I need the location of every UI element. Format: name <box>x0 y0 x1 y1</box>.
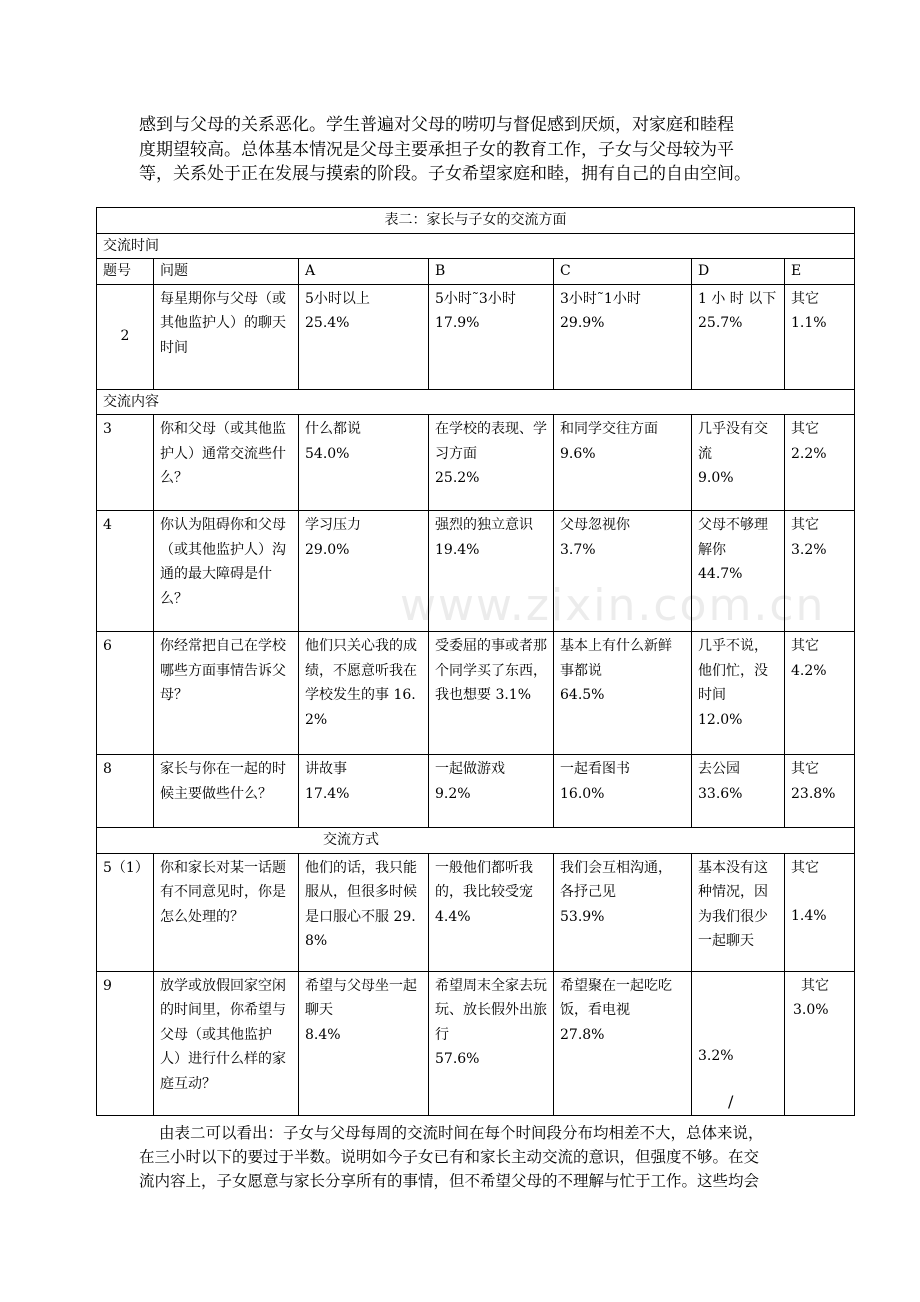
header-a: A <box>299 259 429 285</box>
option-b: 一般他们都听我的，我比较受宠 4.4% <box>429 853 554 971</box>
table-row <box>97 755 855 828</box>
option-c: 3小时˜1小时 29.9% <box>554 284 692 389</box>
header-num: 题号 <box>97 259 154 285</box>
option-c: 基本上有什么新鲜事都说 64.5% <box>554 632 692 755</box>
option-a: 讲故事 17.4% <box>299 755 429 828</box>
watermark: www.zixin.com.cn <box>400 580 826 631</box>
question-text: 你和家长对某一话题有不同意见时，你是怎么处理的？ <box>154 853 299 971</box>
header-question: 问题 <box>154 259 299 285</box>
intro-paragraph <box>139 113 784 187</box>
option-e: 其它 23.8% <box>785 755 855 828</box>
option-a: 学习压力 29.0% <box>299 511 429 632</box>
question-number: 3 <box>97 415 154 511</box>
option-e: 其它 3.0% <box>785 971 855 1115</box>
option-e: 其它 2.2% <box>785 415 855 511</box>
section-method: 交流方式 <box>97 828 855 854</box>
communication-table <box>96 207 855 1116</box>
question-number: 5（1） <box>97 853 154 971</box>
option-e: 其它 4.2% <box>785 632 855 755</box>
option-c: 和同学交往方面 9.6% <box>554 415 692 511</box>
option-c: 希望聚在一起吃吃饭，看电视 27.8% <box>554 971 692 1115</box>
option-a: 他们只关心我的成绩，不愿意听我在学校发生的事 16.2% <box>299 632 429 755</box>
option-d: 基本没有这种情况，因为我们很少一起聊天 <box>692 853 785 971</box>
option-a: 他们的话，我只能服从，但很多时候是口服心不服 29.8% <box>299 853 429 971</box>
conclusion-line: 流内容上，子女愿意与家长分享所有的事情，但不希望父母的不理解与忙于工作。这些均会 <box>139 1172 760 1190</box>
question-number: 6 <box>97 632 154 755</box>
header-b: B <box>429 259 554 285</box>
option-b: 强烈的独立意识 19.4% <box>429 511 554 632</box>
option-c: 父母忽视你 3.7% <box>554 511 692 632</box>
option-a: 什么都说 54.0% <box>299 415 429 511</box>
option-b: 5小时˜3小时 17.9% <box>429 284 554 389</box>
option-b: 一起做游戏 9.2% <box>429 755 554 828</box>
question-text: 每星期你与父母（或其他监护人）的聊天时间 <box>154 284 299 389</box>
option-d: 父母不够理解你 44.7% <box>692 511 785 632</box>
conclusion-line: 由表二可以看出：子女与父母每周的交流时间在每个时间段分布均相差不大，总体来说， <box>159 1124 764 1142</box>
intro-line: 感到与父母的关系恶化。学生普遍对父母的唠叨与督促感到厌烦，对家庭和睦程 <box>139 115 734 135</box>
table-row <box>97 971 855 1115</box>
question-text: 家长与你在一起的时候主要做些什么？ <box>154 755 299 828</box>
option-c: 我们会互相沟通，各抒己见 53.9% <box>554 853 692 971</box>
option-d: 去公园 33.6% <box>692 755 785 828</box>
option-e: 其它 3.2% <box>785 511 855 632</box>
intro-line: 度期望较高。总体基本情况是父母主要承担子女的教育工作，子女与父母较为平 <box>139 139 734 160</box>
table-row <box>97 853 855 971</box>
option-d: 几乎没有交流 9.0% <box>692 415 785 511</box>
table-row <box>97 511 855 632</box>
option-b: 希望周末全家去玩玩、放长假外出旅行 57.6% <box>429 971 554 1115</box>
conclusion-paragraph <box>139 1121 784 1193</box>
option-c: 一起看图书 16.0% <box>554 755 692 828</box>
option-a: 希望与父母坐一起聊天 8.4% <box>299 971 429 1115</box>
question-number: 8 <box>97 755 154 828</box>
option-d: 1 小 时 以下 25.7% <box>692 284 785 389</box>
option-e: 其它 1.1% <box>785 284 855 389</box>
table-row <box>97 632 855 755</box>
section-content: 交流内容 <box>97 389 855 415</box>
conclusion-line: 在三小时以下的要过于半数。说明如今子女已有和家长主动交流的意识，但强度不够。在交 <box>139 1148 760 1166</box>
header-e: E <box>785 259 855 285</box>
option-e: 其它 1.4% <box>785 853 855 971</box>
question-text: 你经常把自己在学校哪些方面事情告诉父母？ <box>154 632 299 755</box>
option-d: 几乎不说，他们忙，没时间 12.0% <box>692 632 785 755</box>
table-title: 表二：家长与子女的交流方面 <box>97 208 855 234</box>
question-number: 4 <box>97 511 154 632</box>
question-text: 你和父母（或其他监护人）通常交流些什么？ <box>154 415 299 511</box>
question-number: 9 <box>97 971 154 1115</box>
header-row <box>97 259 855 285</box>
option-b: 受委屈的事或者那个同学买了东西，我也想要 3.1% <box>429 632 554 755</box>
section-time: 交流时间 <box>97 233 855 259</box>
tick-mark: / <box>728 1092 734 1111</box>
header-d: D <box>692 259 785 285</box>
intro-line: 等，关系处于正在发展与摸索的阶段。子女希望家庭和睦，拥有自己的自由空间。 <box>139 164 751 184</box>
option-b: 在学校的表现、学习方面 25.2% <box>429 415 554 511</box>
question-text: 放学或放假回家空闲的时间里，你希望与父母（或其他监护人）进行什么样的家庭互动？ <box>154 971 299 1115</box>
option-a: 5小时以上 25.4% <box>299 284 429 389</box>
question-text: 你认为阻碍你和父母（或其他监护人）沟通的最大障碍是什么？ <box>154 511 299 632</box>
option-d: 3.2% <box>692 971 785 1115</box>
table-row <box>97 284 855 389</box>
question-number: 2 <box>97 284 154 389</box>
header-c: C <box>554 259 692 285</box>
table-row <box>97 415 855 511</box>
